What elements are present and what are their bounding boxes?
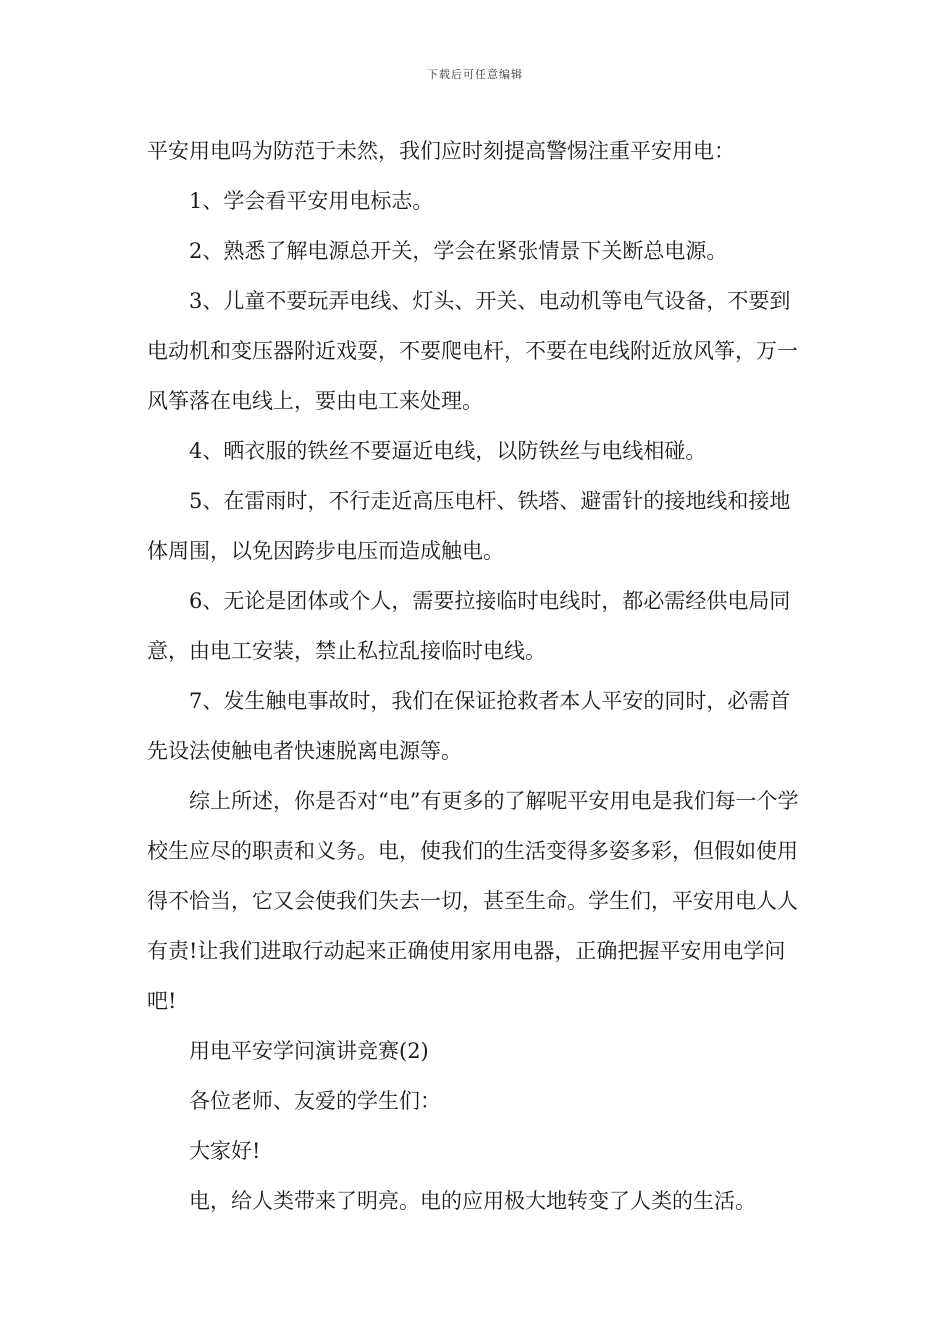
document-body bbox=[147, 126, 807, 1226]
paragraph-salutation: 各位老师、友爱的学生们： bbox=[189, 1089, 441, 1113]
paragraph-item-3: 3、儿童不要玩弄电线、灯头、开关、电动机等电气设备，不要到电动机和变压器附近戏耍，不要爬电杆，不要在电线附近放风筝，万一风筝落在电线上，要由电工来处理。 bbox=[147, 289, 798, 413]
paragraph-greeting: 大家好! bbox=[189, 1139, 261, 1163]
section-title: 用电平安学问演讲竞赛(2) bbox=[189, 1039, 429, 1063]
paragraph-summary: 综上所述，你是否对“电”有更多的了解呢平安用电是我们每一个学校生应尽的职责和义务。电，使我们的生活变得多姿多彩，但假如使用得不恰当，它又会使我们失去一切，甚至生命。学生们，平安用电人人有责!让我们进取行动起来正确使用家用电器，正确把握平安用电学问吧! bbox=[147, 789, 799, 1013]
paragraph-opening: 电，给人类带来了明亮。电的应用极大地转变了人类的生活。 bbox=[189, 1189, 756, 1213]
paragraph-item-6: 6、无论是团体或个人，需要拉接临时电线时，都必需经供电局同意，由电工安装，禁止私拉乱接临时电线。 bbox=[147, 589, 791, 663]
paragraph-intro: 平安用电吗为防范于未然，我们应时刻提高警惕注重平安用电： bbox=[147, 139, 735, 163]
page-header: 下载后可任意编辑 bbox=[427, 68, 523, 81]
paragraph-item-2: 2、熟悉了解电源总开关，学会在紧张情景下关断总电源。 bbox=[189, 239, 728, 263]
paragraph-item-1: 1、学会看平安用电标志。 bbox=[189, 189, 434, 213]
paragraph-item-5: 5、在雷雨时，不行走近高压电杆、铁塔、避雷针的接地线和接地体周围，以免因跨步电压而造成触电。 bbox=[147, 489, 791, 563]
paragraph-item-4: 4、晒衣服的铁丝不要逼近电线，以防铁丝与电线相碰。 bbox=[189, 439, 707, 463]
paragraph-item-7: 7、发生触电事故时，我们在保证抢救者本人平安的同时，必需首先设法使触电者快速脱离电源等。 bbox=[147, 689, 791, 763]
